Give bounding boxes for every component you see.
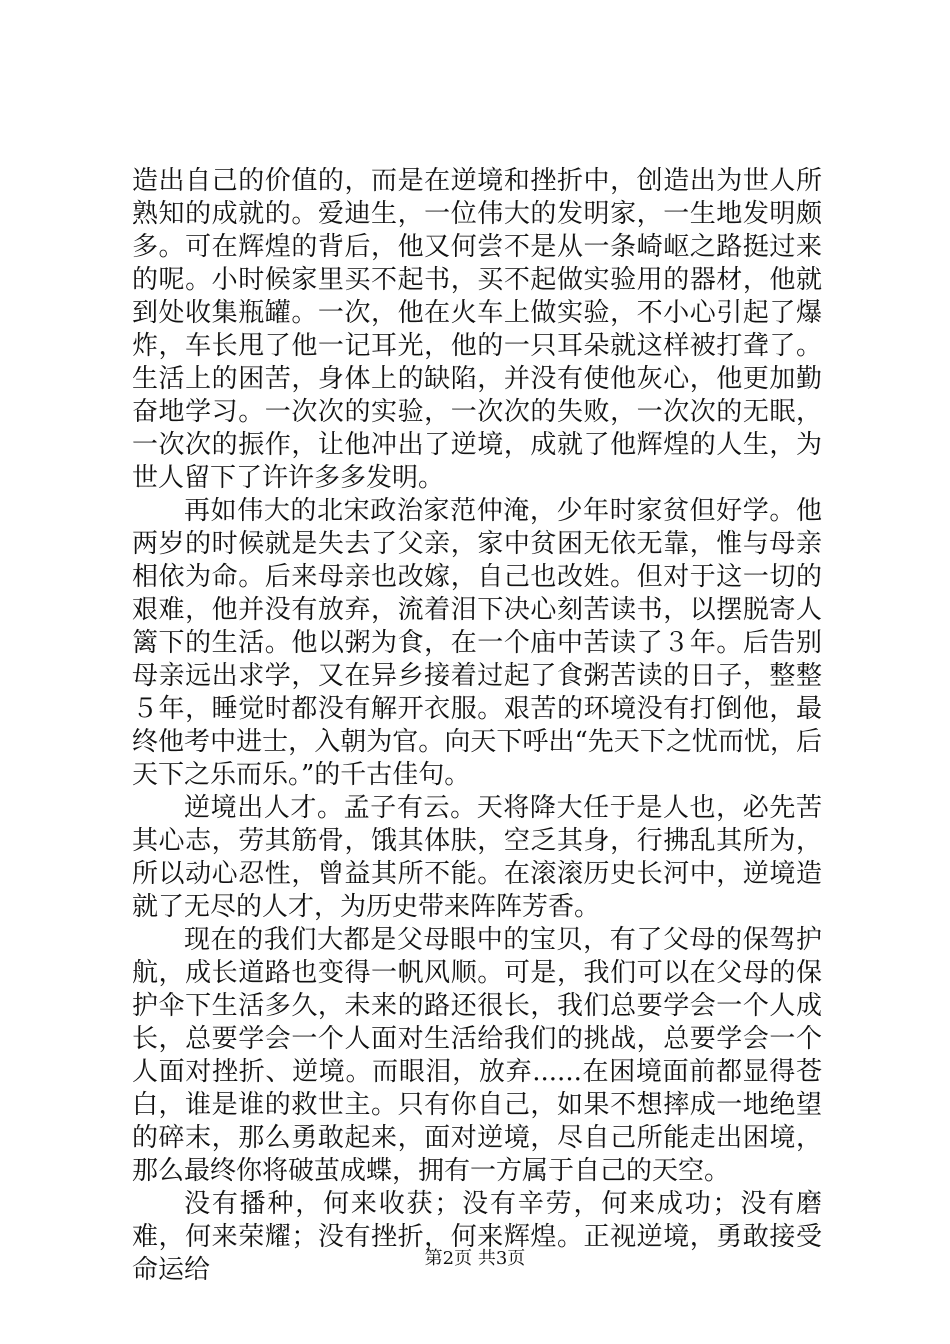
paragraph-growing-up: 现在的我们大都是父母眼中的宝贝，有了父母的保驾护航，成长道路也变得一帆风顺。可是，我们可以在父母的保护伞下生活多久，未来的路还很长，我们总要学会一个人成长，总要学会一个人面对生活给我们的挑战，总要学会一个人面对挫折、逆境。而眼泪，放弃......在困境面前都显得苍白，谁是谁的救世主。只有你自己，如果不想摔成一地绝望的碎末，那么勇敢起来，面对逆境，尽自己所能走出困境，那么最终你将破茧成蝶，拥有一方属于自己的天空。 [132,925,822,1186]
paragraph-mencius: 逆境出人才。孟子有云。天将降大任于是人也，必先苦其心志，劳其筋骨，饿其体肤，空乏其身，行拂乱其所为，所以动心忍性，曾益其所不能。在滚滚历史长河中，逆境造就了无尽的人才，为历史带来阵阵芳香。 [132,793,822,922]
page-footer: 第2页 共3页 [424,1248,526,1269]
paragraph-conclusion: 没有播种，何来收获；没有辛劳，何来成功；没有磨难，何来荣耀；没有挫折，何来辉煌。正视逆境，勇敢接受命运给 [132,1189,822,1285]
body-text [132,165,822,1287]
paragraph-edison: 造出自己的价值的，而是在逆境和挫折中，创造出为世人所熟知的成就的。爱迪生，一位伟大的发明家，一生地发明颇多。可在辉煌的背后，他又何尝不是从一条崎岖之路挺过来的呢。小时候家里买不起书，买不起做实验用的器材，他就到处收集瓶罐。一次，他在火车上做实验，不小心引起了爆炸，车长甩了他一记耳光，他的一只耳朵就这样被打聋了。生活上的困苦，身体上的缺陷，并没有使他灰心，他更加勤奋地学习。一次次的实验，一次次的失败，一次次的无眠，一次次的振作，让他冲出了逆境，成就了他辉煌的人生，为世人留下了许许多多发明。 [132,166,822,493]
paragraph-fan-zhongyan: 再如伟大的北宋政治家范仲淹，少年时家贫但好学。他两岁的时候就是失去了父亲，家中贫困无依无靠，惟与母亲相依为命。后来母亲也改嫁，自己也改姓。但对于这一切的艰难，他并没有放弃，流着泪下决心刻苦读书，以摆脱寄人篱下的生活。他以粥为食，在一个庙中苦读了３年。后告别母亲远出求学，又在异乡接着过起了食粥苦读的日子，整整５年，睡觉时都没有解开衣服。艰苦的环境没有打倒他，最终他考中进士，入朝为官。向天下呼出“先天下之忧而忧，后天下之乐而乐。”的千古佳句。 [132,496,822,790]
